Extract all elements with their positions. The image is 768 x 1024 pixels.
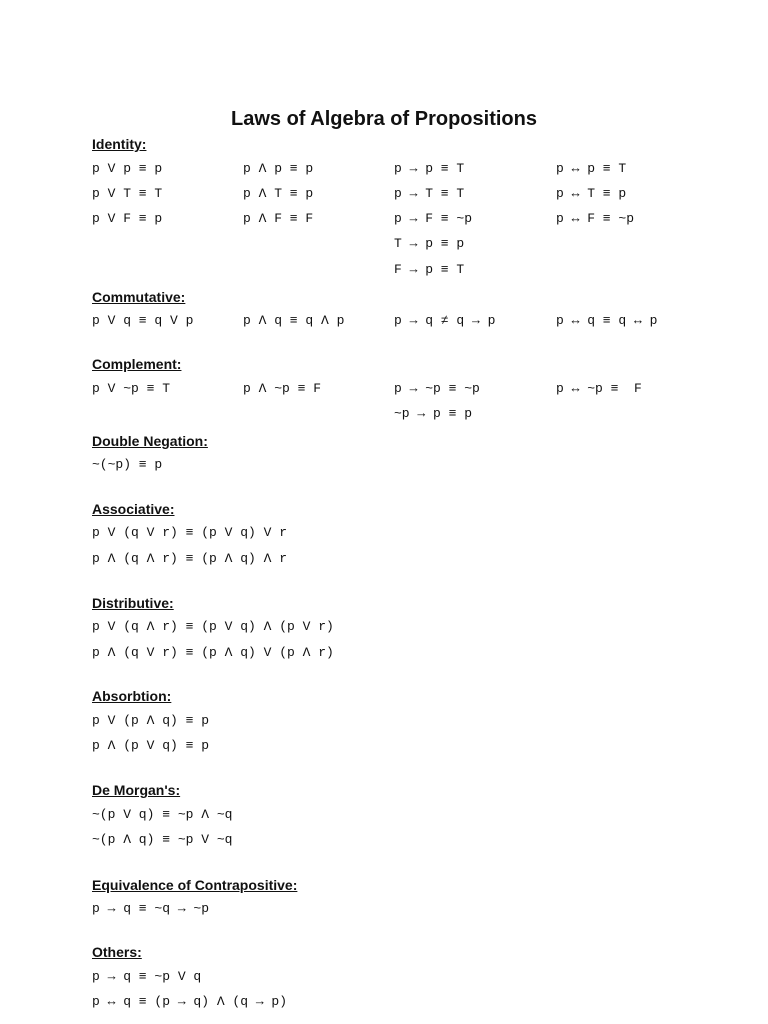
formula-row	[0, 380, 768, 398]
formula: T → p ≡ p	[394, 236, 465, 251]
formula: p Λ p ≡ p	[243, 161, 314, 176]
formula: p V (p Λ q) ≡ p	[92, 713, 210, 728]
formula: p V ~p ≡ T	[92, 381, 171, 396]
formula: p ↔ p ≡ T	[556, 161, 627, 176]
section-heading: Equivalence of Contrapositive:	[92, 877, 298, 893]
formula-row	[0, 618, 768, 636]
section-heading: Distributive:	[92, 595, 174, 611]
formula-row	[0, 261, 768, 279]
section-heading: Associative:	[92, 501, 175, 517]
formula: p V (q Λ r) ≡ (p V q) Λ (p V r)	[92, 619, 334, 634]
formula: p ↔ q ≡ q ↔ p	[556, 313, 658, 328]
section-heading: Complement:	[92, 356, 182, 372]
formula: p Λ F ≡ F	[243, 211, 314, 226]
section-heading: Others:	[92, 944, 142, 960]
formula: F → p ≡ T	[394, 262, 465, 277]
formula: ~(p V q) ≡ ~p Λ ~q	[92, 807, 233, 822]
formula: p Λ T ≡ p	[243, 186, 314, 201]
formula-row	[0, 524, 768, 542]
formula: p → F ≡ ~p	[394, 211, 473, 226]
formula-row	[0, 160, 768, 178]
page-title: Laws of Algebra of Propositions	[231, 108, 537, 130]
formula: ~p → p ≡ p	[394, 406, 473, 421]
formula-row	[0, 210, 768, 228]
formula: p → q ≡ ~q → ~p	[92, 901, 210, 916]
formula: p → q ≠ q → p	[394, 313, 496, 328]
section-heading: Absorbtion:	[92, 688, 172, 704]
formula: p Λ (q V r) ≡ (p Λ q) V (p Λ r)	[92, 645, 334, 660]
section-heading: De Morgan's:	[92, 782, 181, 798]
formula: ~(p Λ q) ≡ ~p V ~q	[92, 832, 233, 847]
formula: p V p ≡ p	[92, 161, 163, 176]
formula: p → q ≡ ~p V q	[92, 969, 202, 984]
section-heading: Commutative:	[92, 289, 186, 305]
section-heading: Double Negation:	[92, 433, 208, 449]
formula: p V T ≡ T	[92, 186, 163, 201]
formula-row	[0, 712, 768, 730]
formula: p V F ≡ p	[92, 211, 163, 226]
formula: p Λ ~p ≡ F	[243, 381, 322, 396]
formula-row	[0, 312, 768, 330]
formula: p ↔ ~p ≡ F	[556, 381, 642, 396]
formula: p Λ (p V q) ≡ p	[92, 738, 210, 753]
formula: p → T ≡ T	[394, 186, 465, 201]
formula: p ↔ T ≡ p	[556, 186, 627, 201]
formula: p ↔ q ≡ (p → q) Λ (q → p)	[92, 994, 288, 1009]
formula-row	[0, 737, 768, 755]
formula-row	[0, 993, 768, 1011]
formula: p → p ≡ T	[394, 161, 465, 176]
formula-row	[0, 644, 768, 662]
formula: p → ~p ≡ ~p	[394, 381, 480, 396]
formula-row	[0, 235, 768, 253]
formula: p Λ (q Λ r) ≡ (p Λ q) Λ r	[92, 551, 288, 566]
formula-row	[0, 900, 768, 918]
formula: p Λ q ≡ q Λ p	[243, 313, 345, 328]
formula-row	[0, 968, 768, 986]
formula-row	[0, 550, 768, 568]
formula-row	[0, 185, 768, 203]
section-heading: Identity:	[92, 136, 147, 152]
formula-row	[0, 405, 768, 423]
formula: p V q ≡ q V p	[92, 313, 194, 328]
formula: p V (q V r) ≡ (p V q) V r	[92, 525, 288, 540]
formula-row	[0, 831, 768, 849]
formula: ~(~p) ≡ p	[92, 457, 163, 472]
formula-row	[0, 806, 768, 824]
formula: p ↔ F ≡ ~p	[556, 211, 635, 226]
formula-row	[0, 456, 768, 474]
